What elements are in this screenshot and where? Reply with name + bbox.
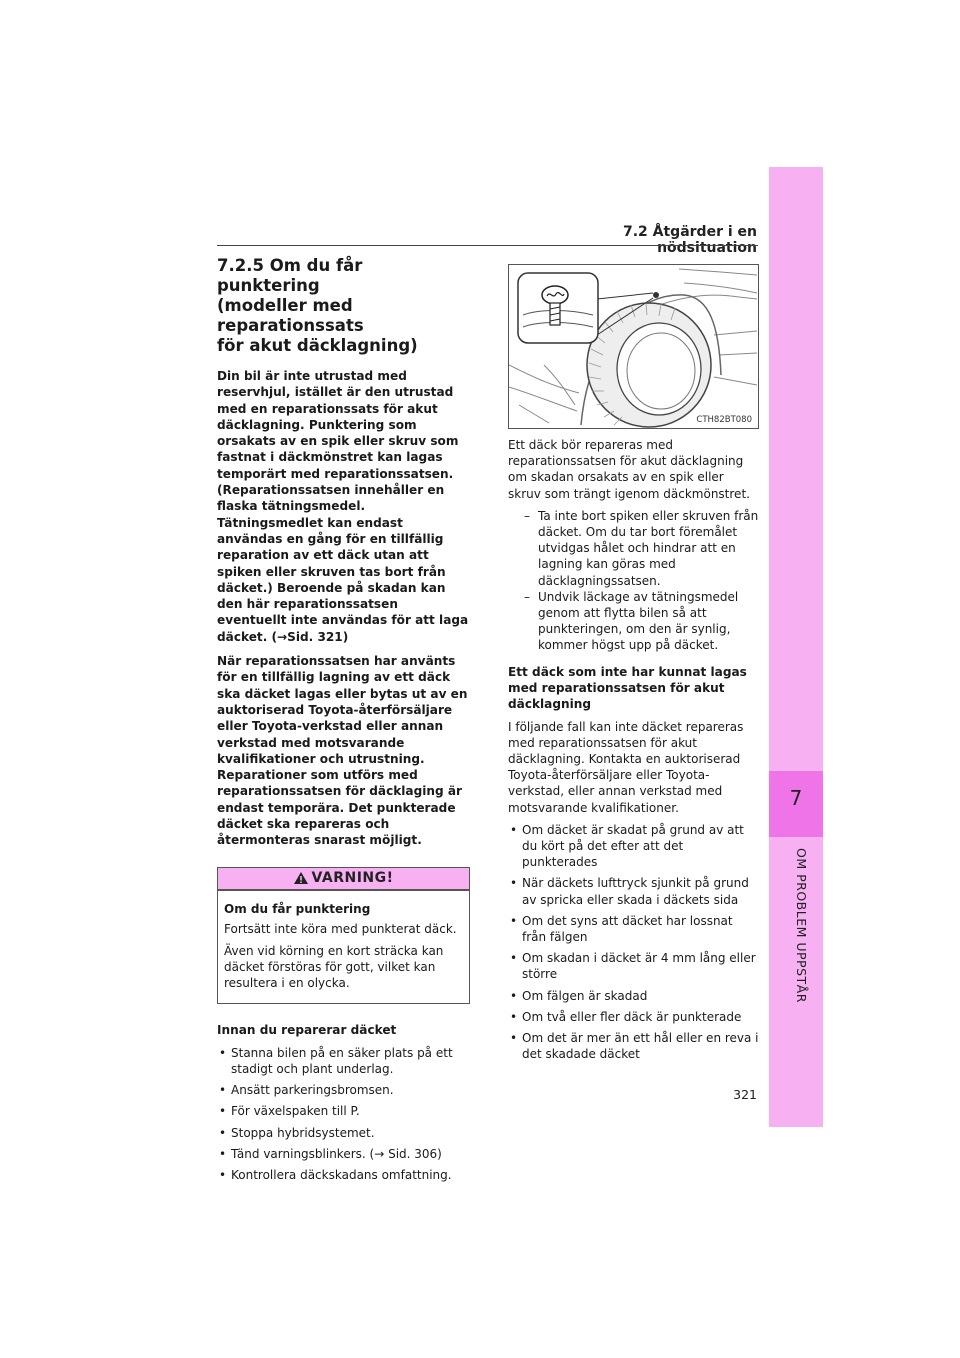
list-item: • Stoppa hybridsystemet. bbox=[217, 1125, 470, 1141]
list-item: • Om däcket är skadat på grund av att du kört på det efter att det punkterades bbox=[508, 822, 760, 871]
warning-box bbox=[217, 867, 470, 1005]
left-column bbox=[217, 256, 470, 1188]
figure-caption: CTH82BT080 bbox=[696, 415, 752, 425]
list-item: • Om skadan i däcket är 4 mm lång eller större bbox=[508, 950, 760, 982]
list-item: • Kontrollera däckskadans omfattning. bbox=[217, 1167, 470, 1183]
cannot-repair-list bbox=[508, 822, 760, 1063]
lead-paragraph-1: Din bil är inte utrustad med reservhjul, istället är den utrustad med en reparationssats för akut däcklagning. Punktering som orsakats av en spik eller skruv som fastnat i däckmönstret kan lagas temporärt med reparationssatsen. (Reparationssatsen innehåller en flaska tätningsmedel. Tätningsmedlet kan endast användas en gång för en tillfällig reparation av ett däck utan att spiken eller skruven tas bort från däcket.) Beroende på skadan kan den här reparationssatsen eventuellt inte användas för att laga däcket. (→Sid. 321) bbox=[217, 369, 469, 644]
header-rule bbox=[217, 245, 758, 246]
list-item: • Stanna bilen på en säker plats på ett stadigt och plant underlag. bbox=[217, 1045, 470, 1077]
list-item: • Tänd varningsblinkers. (→ Sid. 306) bbox=[217, 1146, 470, 1162]
list-item: • Ansätt parkeringsbromsen. bbox=[217, 1082, 470, 1098]
chapter-label: OM PROBLEM UPPSTÅR bbox=[794, 848, 809, 1003]
list-item: • Om fälgen är skadad bbox=[508, 988, 760, 1004]
warning-triangle-icon bbox=[293, 871, 309, 885]
section-title-line-2: (modeller med reparationssats bbox=[217, 296, 364, 335]
list-item: • När däckets lufttryck sjunkit på grund av spricka eller skada i däckets sida bbox=[508, 875, 760, 907]
tire-drawing bbox=[509, 265, 758, 428]
before-repair-list bbox=[217, 1045, 470, 1183]
list-item: – Undvik läckage av tätningsmedel genom att flytta bilen så att punkteringen, om den är synlig, kommer högst upp på däcket. bbox=[508, 589, 760, 654]
lead-paragraph-2: När reparationssatsen har använts för en tillfällig lagning av ett däck ska däcket lagas eller bytas ut av en auktoriserad Toyota-återförsäljare eller Toyota-verkstad eller annan verkstad med motsvarande kvalifikationer och utrustning. Reparationer som utförs med reparationssatsen för däcklaging är endast temporära. Det punkterade däcket ska repareras och återmonteras snarast möjligt. bbox=[217, 654, 468, 848]
warning-title: Om du får punktering bbox=[224, 901, 371, 916]
warning-text-2: Även vid körning en kort sträcka kan däcket förstöras för gott, vilket kan resultera i en olycka. bbox=[224, 943, 444, 991]
section-title-line-3: för akut däcklagning) bbox=[217, 336, 418, 355]
before-repair-heading: Innan du reparerar däcket bbox=[217, 1023, 397, 1038]
section-title-line-1: 7.2.5 Om du får punktering bbox=[217, 256, 363, 295]
list-item: – Ta inte bort spiken eller skruven från däcket. Om du tar bort föremålet utvidgas hålet och hindrar att en lagning kan göras med däcklagningssatsen. bbox=[508, 508, 760, 589]
page-number: 321 bbox=[733, 1087, 757, 1102]
warning-text-1: Fortsätt inte köra med punkterat däck. bbox=[224, 921, 457, 936]
list-item: • För växelspaken till P. bbox=[217, 1103, 470, 1119]
warning-body bbox=[218, 891, 469, 1004]
chapter-number: 7 bbox=[789, 786, 803, 810]
tire-illustration bbox=[508, 264, 759, 429]
repair-dash-list bbox=[508, 508, 760, 654]
cannot-repair-heading: Ett däck som inte har kunnat lagas med reparationssatsen för akut däcklagning bbox=[508, 664, 747, 712]
running-header: 7.2 Åtgärder i en nödsituation bbox=[622, 224, 757, 256]
list-item: • Om det är mer än ett hål eller en reva i det skadade däcket bbox=[508, 1030, 760, 1062]
warning-label: VARNING! bbox=[311, 870, 394, 887]
repair-intro: Ett däck bör repareras med reparationssatsen för akut däcklagning om skadan orsakats av en spik eller skruv som trängt igenom däckmönstret. bbox=[508, 438, 750, 501]
list-item: • Om det syns att däcket har lossnat från fälgen bbox=[508, 913, 760, 945]
right-column bbox=[508, 437, 760, 1067]
cannot-repair-intro: I följande fall kan inte däcket repareras med reparationssatsen för akut däcklagning. Kontakta en auktoriserad Toyota-återförsäljare eller Toyota-verkstad, eller annan verkstad med motsvarande kvalifikationer. bbox=[508, 719, 744, 815]
list-item: • Om två eller fler däck är punkterade bbox=[508, 1009, 760, 1025]
warning-header bbox=[218, 868, 469, 891]
section-title bbox=[217, 256, 470, 356]
